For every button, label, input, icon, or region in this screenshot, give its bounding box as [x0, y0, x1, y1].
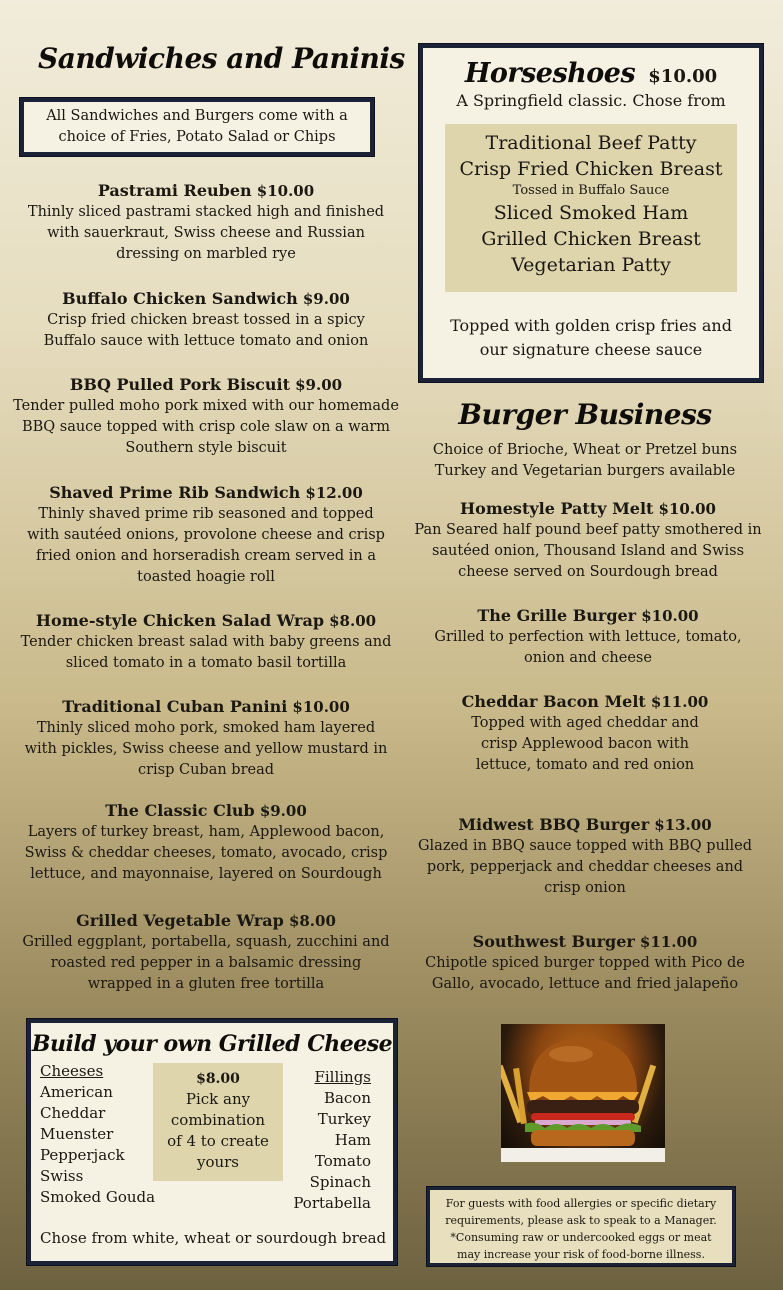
filling-option: Spinach — [309, 1173, 371, 1191]
item-price: $11.00 — [639, 933, 698, 951]
cheese-option: Swiss — [40, 1167, 84, 1185]
item-description: Thinly sliced pastrami stacked high and finished with sauerkraut, Swiss cheese and Russian dressing on marbled rye — [27, 204, 385, 262]
horseshoes-options — [445, 124, 737, 292]
menu-item-patty-melt — [410, 498, 766, 583]
item-price: $9.00 — [295, 376, 343, 394]
item-price: $10.00 — [658, 500, 716, 518]
cheese-option: American — [40, 1083, 113, 1101]
grilled-cheese-price: $8.00 — [196, 1071, 240, 1087]
item-price: $10.00 — [292, 698, 350, 716]
item-price: $9.00 — [259, 802, 307, 820]
burgers-intro-bun: Choice of Brioche, Wheat or Pretzel buns — [432, 442, 738, 458]
item-description: Layers of turkey breast, ham, Applewood bacon, Swiss & cheddar cheeses, tomato, avocado, crisp lettuce, and mayonnaise, layered on Sourdough — [24, 824, 388, 882]
item-price: $9.00 — [302, 290, 350, 308]
item-name: Buffalo Chicken Sandwich — [62, 289, 298, 308]
burgers-intro-alternatives: Turkey and Vegetarian burgers available — [434, 463, 736, 479]
item-description: Topped with aged cheddar and crisp Applewood bacon with lettuce, tomato and red onion — [471, 715, 699, 773]
item-description: Thinly sliced moho pork, smoked ham layered with pickles, Swiss cheese and yellow mustard in crisp Cuban bread — [24, 720, 388, 778]
menu-item-shaved-prime-rib — [14, 482, 398, 588]
menu-item-classic-club — [14, 800, 398, 885]
fillings-label: Fillings — [314, 1068, 371, 1086]
menu-item-cheddar-bacon-melt — [410, 691, 760, 776]
menu-item-bbq-pulled-pork — [10, 374, 402, 459]
item-name: The Classic Club — [105, 801, 255, 820]
menu-item-grilled-vegetable-wrap — [14, 910, 398, 995]
item-price: $11.00 — [650, 693, 709, 711]
filling-option: Portabella — [293, 1194, 371, 1212]
menu-item-midwest-bbq-burger — [410, 814, 760, 899]
horseshoes-option: Traditional Beef Patty — [485, 132, 697, 154]
cheeses-label: Cheeses — [40, 1062, 104, 1080]
item-price: $13.00 — [654, 816, 712, 834]
item-name: Southwest Burger — [472, 932, 635, 951]
menu-item-southwest-burger — [410, 931, 760, 995]
cheese-option: Smoked Gouda — [40, 1188, 156, 1206]
item-description: Glazed in BBQ sauce topped with BBQ pulled pork, pepperjack and cheddar cheeses and crisp onion — [417, 838, 753, 896]
grilled-cheese-instruction: Pick any combination of 4 to create yours — [167, 1090, 269, 1171]
item-name: Shaved Prime Rib Sandwich — [49, 483, 301, 502]
item-name: Midwest BBQ Burger — [458, 815, 650, 834]
cheese-option: Cheddar — [40, 1104, 106, 1122]
cheese-option: Muenster — [40, 1125, 114, 1143]
item-name: Pastrami Reuben — [97, 181, 252, 200]
burger-photo — [501, 1024, 665, 1162]
filling-option: Ham — [334, 1131, 371, 1149]
horseshoes-subtitle: A Springfield classic. Chose from — [456, 91, 726, 110]
item-name: Homestyle Patty Melt — [460, 499, 654, 518]
grilled-cheese-title: Build your own Grilled Cheese — [31, 1031, 393, 1057]
horseshoes-box — [419, 44, 763, 382]
horseshoes-option: Crisp Fried Chicken Breast — [459, 158, 723, 180]
item-description: Tender chicken breast salad with baby greens and sliced tomato in a tomato basil tortilla — [20, 634, 392, 671]
burgers-title: Burger Business — [458, 398, 712, 431]
horseshoes-title: Horseshoes — [464, 58, 636, 89]
item-price: $8.00 — [329, 612, 377, 630]
item-name: The Grille Burger — [477, 606, 637, 625]
item-description: Grilled eggplant, portabella, squash, zucchini and roasted red pepper in a balsamic dressing wrapped in a gluten free tortilla — [22, 934, 390, 992]
fillings-column — [293, 1067, 371, 1214]
filling-option: Bacon — [323, 1089, 371, 1107]
sandwiches-title: Sandwiches and Paninis — [38, 42, 405, 75]
grilled-cheese-box — [27, 1019, 397, 1265]
horseshoes-option: Grilled Chicken Breast — [481, 228, 701, 250]
menu-item-cuban-panini — [14, 696, 398, 781]
grilled-cheese-price-box — [153, 1063, 283, 1181]
horseshoes-price: $10.00 — [648, 66, 718, 87]
menu-item-grille-burger — [410, 605, 766, 669]
item-description: Tender pulled moho pork mixed with our homemade BBQ sauce topped with crisp cole slaw on a warm Southern style biscuit — [13, 398, 399, 456]
item-name: Grilled Vegetable Wrap — [76, 911, 284, 930]
menu-item-pastrami-reuben — [14, 180, 398, 265]
allergy-notice-text: For guests with food allergies or specific dietary requirements, please ask to speak to a Manager. — [445, 1197, 717, 1227]
cheeses-column — [40, 1061, 155, 1208]
cheese-option: Pepperjack — [40, 1146, 125, 1164]
item-price: $10.00 — [641, 607, 699, 625]
item-description: Thinly shaved prime rib seasoned and topped with sautéed onions, provolone cheese and crisp fried onion and horseradish cream served in a toasted hoagie roll — [27, 506, 385, 585]
sandwiches-sides-note-text: All Sandwiches and Burgers come with a choice of Fries, Potato Salad or Chips — [46, 108, 348, 145]
horseshoes-option: Vegetarian Patty — [511, 254, 671, 276]
item-name: Cheddar Bacon Melt — [461, 692, 646, 711]
horseshoes-option-note: Tossed in Buffalo Sauce — [512, 183, 670, 198]
menu-item-chicken-salad-wrap — [10, 610, 402, 674]
grilled-cheese-footer: Chose from white, wheat or sourdough bread — [40, 1229, 387, 1247]
burger-photo-icon — [501, 1024, 665, 1162]
item-name: Home-style Chicken Salad Wrap — [35, 611, 324, 630]
consumption-warning-text: *Consuming raw or undercooked eggs or meat may increase your risk of food-borne illness. — [450, 1231, 712, 1261]
item-price: $12.00 — [305, 484, 363, 502]
item-description: Grilled to perfection with lettuce, tomato, onion and cheese — [434, 629, 742, 666]
filling-option: Turkey — [317, 1110, 371, 1128]
sandwiches-sides-note — [20, 98, 374, 156]
allergy-notice — [427, 1187, 735, 1266]
menu-item-buffalo-chicken — [14, 288, 398, 352]
item-price: $10.00 — [256, 182, 315, 200]
item-price: $8.00 — [288, 912, 336, 930]
item-name: BBQ Pulled Pork Biscuit — [69, 375, 291, 394]
item-description: Pan Seared half pound beef patty smothered in sautéed onion, Thousand Island and Swiss cheese served on Sourdough bread — [414, 522, 762, 580]
item-name: Traditional Cuban Panini — [62, 697, 288, 716]
item-description: Chipotle spiced burger topped with Pico de Gallo, avocado, lettuce and fried jalapeño — [425, 955, 745, 992]
horseshoes-footer: Topped with golden crisp fries and our signature cheese sauce — [450, 316, 732, 359]
item-description: Crisp fried chicken breast tossed in a spicy Buffalo sauce with lettuce tomato and onion — [43, 312, 369, 349]
filling-option: Tomato — [314, 1152, 371, 1170]
horseshoes-option: Sliced Smoked Ham — [493, 202, 689, 224]
